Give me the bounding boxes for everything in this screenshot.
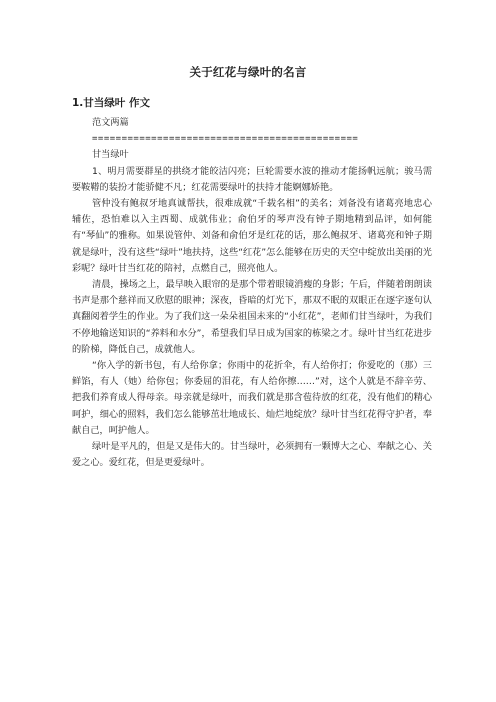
essay-title: 甘当绿叶 — [92, 149, 129, 161]
paragraph: 清晨，操场之上，最早映入眼帘的是那个带着眼镜消瘦的身影；午后，伴随着朗朗读书声是那个慈祥而又欣慰的眼神；深夜，昏暗的灯光下，那双不眠的双眼正在逐字逐句认真翻阅着学生的作业。为了我们这一朵朵祖国未来的“小红花”，老师们甘当绿叶，为我们不停地输送知识的“养料和水分”，希望我们早日成为国家的栋梁之才。绿叶甘当红花进步的阶梯，降低自己，成就他人。 — [72, 279, 432, 355]
document-body — [72, 96, 432, 471]
paragraph: 管仲没有鲍叔牙地真诚帮扶，很难成就“千载名相”的美名；刘备没有诸葛亮地忠心辅佐，恐怕难以入主西蜀、成就伟业；俞伯牙的琴声没有钟子期地精到品评，如何能有“琴仙”的雅称。如果说管仲、刘备和俞伯牙是红花的话，那么鲍叔牙、诸葛亮和钟子期就是绿叶，没有这些“绿叶”地扶持，这些“红花”怎么能够在历史的天空中绽放出美丽的光彩呢？绿叶甘当红花的陪衬，点燃自己，照亮他人。 — [72, 198, 432, 274]
document-title: 关于红花与绿叶的名言 — [189, 65, 307, 79]
subheading: 范文两篇 — [92, 117, 129, 128]
separator-line: ============================================= — [92, 134, 359, 145]
paragraph: “你入学的新书包，有人给你拿；你雨中的花折伞，有人给你打；你爱吃的（那）三鲜馅，有人（她）给你包；你委屈的泪花，有人给你擦……”对，这个人就是不辞辛劳、把我们养育成人得母亲。母亲就是绿叶，而我们就是那含苞待放的红花，没有他们的精心呵护，细心的照料，我们怎么能够茁壮地成长、灿烂地绽放？绿叶甘当红花得守护者，奉献自己，呵护他人。 — [72, 360, 432, 436]
paragraph: 1、明月需要群星的拱绕才能皎洁闪亮；巨轮需要水波的推动才能扬帆远航；骏马需要鞍鞯的装扮才能骄健不凡；红花需要绿叶的扶持才能婀娜娇艳。 — [72, 165, 432, 193]
paragraph: 绿叶是平凡的，但是又是伟大的。甘当绿叶，必须拥有一颗博大之心、奉献之心、关爱之心。爱红花，但是更爱绿叶。 — [72, 441, 432, 469]
section-heading: 1.甘当绿叶 作文 — [72, 97, 150, 109]
